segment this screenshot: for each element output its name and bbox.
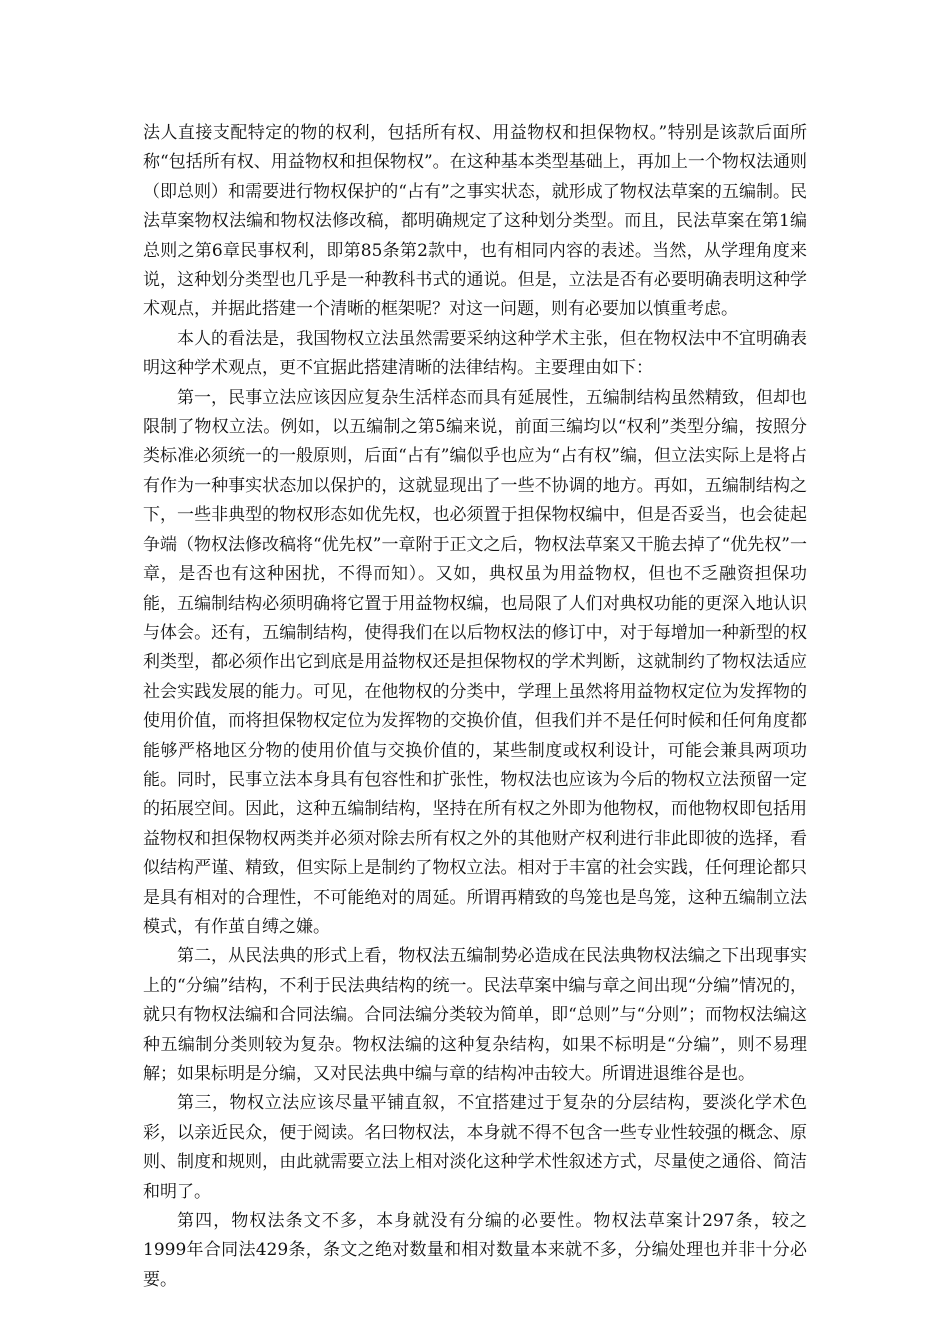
- paragraph-author-view: 本人的看法是，我国物权立法虽然需要采纳这种学术主张，但在物权法中不宜明确表明这种学术观点，更不宜据此搭建清晰的法律结构。主要理由如下：: [143, 328, 807, 379]
- paragraph-reason-three: 第三，物权立法应该尽量平铺直叙，不宜搭建过于复杂的分层结构，要淡化学术色彩，以亲近民众，便于阅读。名曰物权法，本身就不得不包含一些专业性较强的概念、原则、制度和规则，由此就需要立法上相对淡化这种学术性叙述方式，尽量使之通俗、简洁和明了。: [143, 1093, 807, 1202]
- paragraph-reason-two: 第二，从民法典的形式上看，物权法五编制势必造成在民法典物权法编之下出现事实上的“分编”结构，不利于民法典结构的统一。民法草案中编与章之间出现“分编”情况的，就只有物权法编和合同法编。合同法编分类较为简单，即“总则”与“分则”；而物权法编这种五编制分类则较为复杂。物权法编的这种复杂结构，如果不标明是“分编”，则不易理解；如果标明是分编，又对民法典中编与章的结构冲击较大。所谓进退维谷是也。: [143, 946, 807, 1084]
- paragraph-reason-one: 第一，民事立法应该因应复杂生活样态而具有延展性，五编制结构虽然精致，但却也限制了物权立法。例如，以五编制之第5编来说，前面三编均以“权利”类型分编，按照分类标准必须统一的一般原则，后面“占有”编似乎也应为“占有权”编，但立法实际上是将占有作为一种事实状态加以保护的，这就显现出了一些不协调的地方。再如，五编制结构之下，一些非典型的物权形态如优先权，也必须置于担保物权编中，但是否妥当，也会徒起争端（物权法修改稿将“优先权”一章附于正文之后，物权法草案又干脆去掉了“优先权”一章，是否也有这种困扰，不得而知）。又如，典权虽为用益物权，但也不乏融资担保功能，五编制结构必须明确将它置于用益物权编，也局限了人们对典权功能的更深入地认识与体会。还有，五编制结构，使得我们在以后物权法的修订中，对于每增加一种新型的权利类型，都必须作出它到底是用益物权还是担保物权的学术判断，这就制约了物权法适应社会实践发展的能力。可见，在他物权的分类中，学理上虽然将用益物权定位为发挥物的使用价值，而将担保物权定位为发挥物的交换价值，但我们并不是任何时候和任何角度都能够严格地区分物的使用价值与交换价值的，某些制度或权利设计，可能会兼具两项功能。同时，民事立法本身具有包容性和扩张性，物权法也应该为今后的物权立法预留一定的拓展空间。因此，这种五编制结构，坚持在所有权之外即为他物权，而他物权即包括用益物权和担保物权两类并必须对除去所有权之外的其他财产权利进行非此即彼的选择，看似结构严谨、精致，但实际上是制约了物权立法。相对于丰富的社会实践，任何理论都只是具有相对的合理性，不可能绝对的周延。所谓再精致的鸟笼也是鸟笼，这种五编制立法模式，有作茧自缚之嫌。: [143, 387, 807, 937]
- document-body: [143, 119, 807, 1295]
- paragraph-continuation: 法人直接支配特定的物的权利，包括所有权、用益物权和担保物权。”特别是该款后面所称“包括所有权、用益物权和担保物权”。在这种基本类型基础上，再加上一个物权法通则（即总则）和需要进行物权保护的“占有”之事实状态，就形成了物权法草案的五编制。民法草案物权法编和物权法修改稿，都明确规定了这种划分类型。而且，民法草案在第1编总则之第6章民事权利，即第85条第2款中，也有相同内容的表述。当然，从学理角度来说，这种划分类型也几乎是一种教科书式的通说。但是，立法是否有必要明确表明这种学术观点，并据此搭建一个清晰的框架呢？对这一问题，则有必要加以慎重考虑。: [143, 123, 807, 320]
- paragraph-reason-four: 第四，物权法条文不多，本身就没有分编的必要性。物权法草案计297条，较之1999年合同法429条，条文之绝对数量和相对数量本来就不多，分编处理也并非十分必要。: [143, 1211, 807, 1290]
